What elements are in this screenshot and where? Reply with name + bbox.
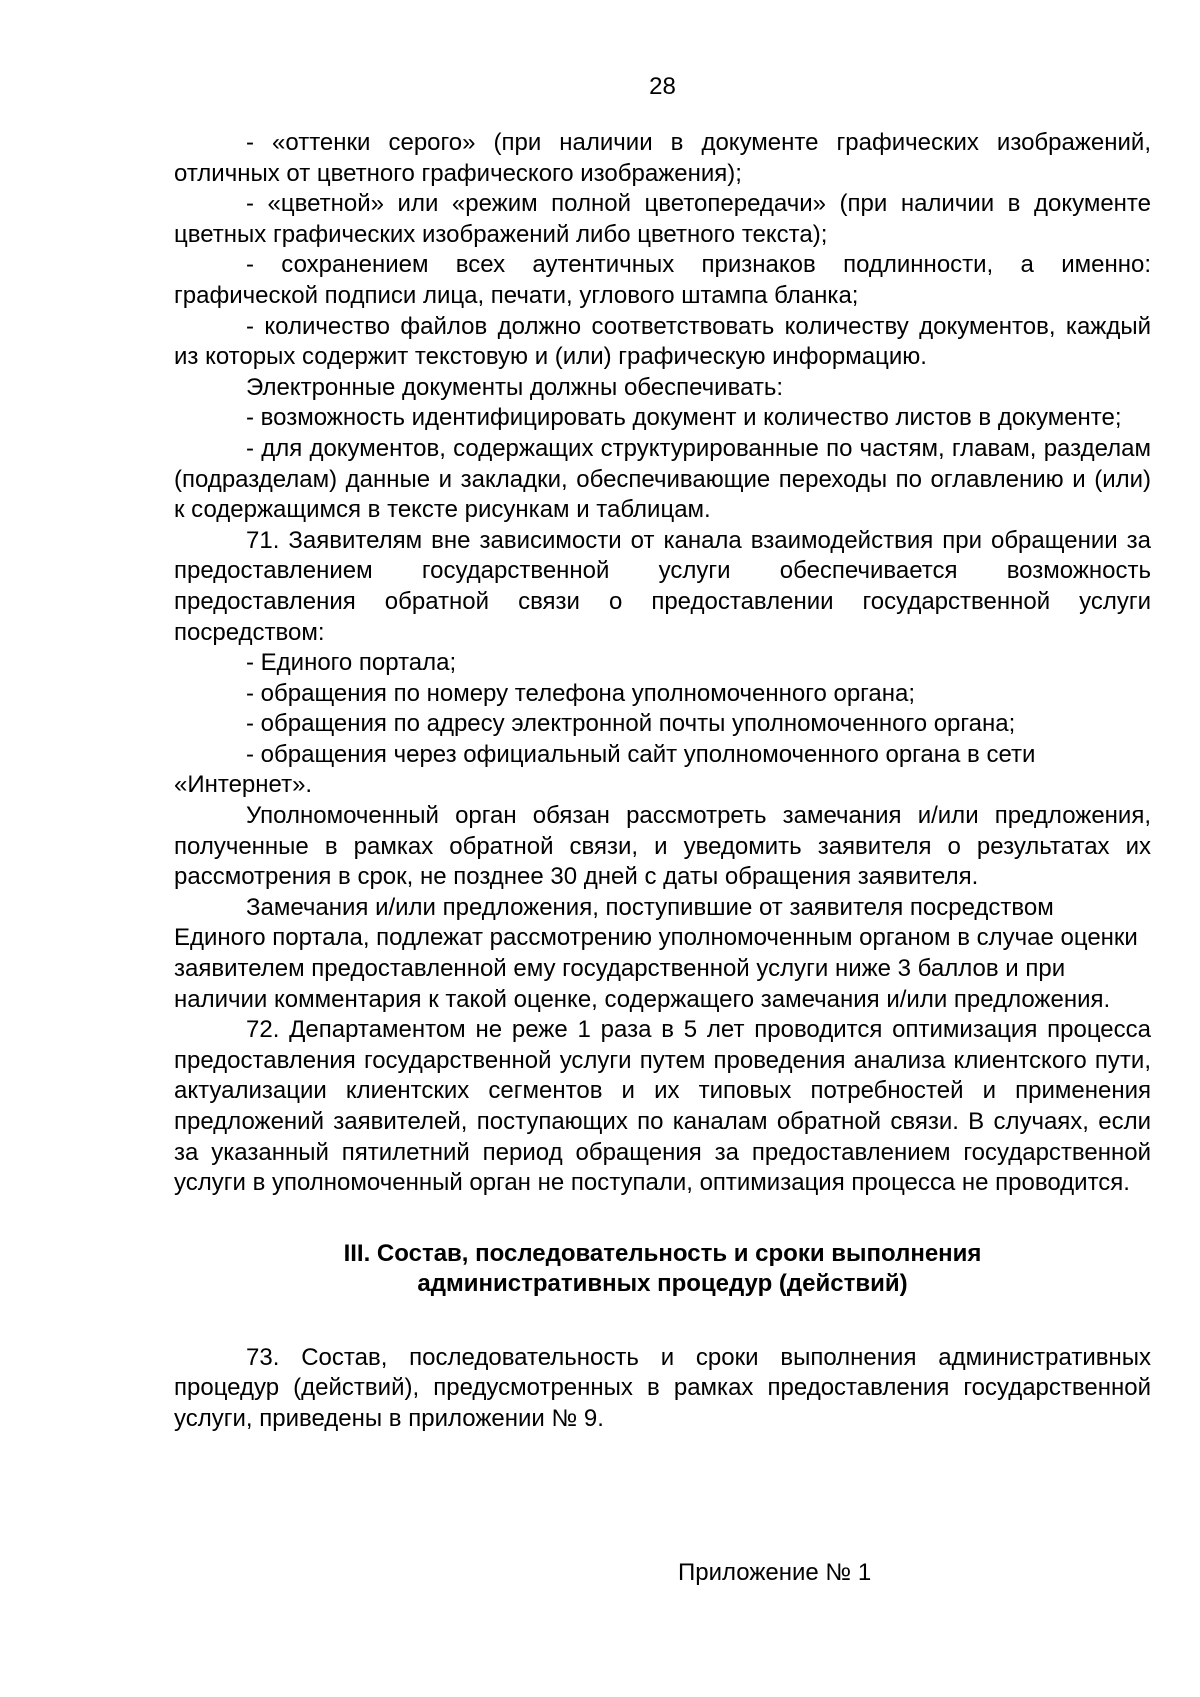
paragraph-unified-portal: - Единого портала; [246, 649, 457, 677]
paragraph-file-count: - количество файлов должно соответствовать количеству документов, каждый из которых содержит текстовую и (или) графическую информацию. [174, 312, 1151, 371]
paragraph-website-request: - обращения через официальный сайт уполномоченного органа в сети «Интернет». [174, 740, 1036, 799]
page-number: 28 [649, 73, 676, 100]
paragraph-email-request: - обращения по адресу электронной почты уполномоченного органа; [246, 710, 1016, 738]
paragraph-electronic-docs-intro: Электронные документы должны обеспечивать: [246, 373, 784, 401]
paragraph-portal-remarks: Замечания и/или предложения, поступившие от заявителя посредством Единого портала, подлежат рассмотрению уполномоченным органом в случае оценки заявителем предоставленной ему государственной услуги ниже 3 баллов и при наличии комментария к такой оценке, содержащего замечания и/или предложения. [174, 893, 1138, 1013]
section-heading-line-2: административных процедур (действий) [417, 1269, 908, 1297]
paragraph-72-optimization: 72. Департаментом не реже 1 раза в 5 лет проводится оптимизация процесса предоставления государственной услуги путем проведения анализа клиентского пути, актуализации клиентских сегментов и их типовых потребностей и применения предложений заявителей, поступающих по каналам обратной связи. В случаях, если за указанный пятилетний период обращения за предоставлением государственной услуги в уполномоченный орган не поступали, оптимизация процесса не проводится. [174, 1016, 1151, 1197]
paragraph-identify-document: - возможность идентифицировать документ и количество листов в документе; [246, 404, 1122, 432]
paragraph-grayscale-mode: - «оттенки серого» (при наличии в документе графических изображений, отличных от цветного графического изображения); [174, 129, 1151, 187]
paragraph-phone-request: - обращения по номеру телефона уполномоченного органа; [246, 679, 916, 707]
document-body [174, 128, 1151, 1435]
paragraph-authenticity: - сохранением всех аутентичных признаков подлинности, а именно: графической подписи лица, печати, углового штампа бланка; [174, 251, 1151, 309]
paragraph-71-feedback: 71. Заявителям вне зависимости от канала взаимодействия при обращении за предоставлением государственной услуги обеспечивается возможность предоставления обратной связи о предоставлении государственной услуги посредством: [174, 526, 1151, 646]
section-heading-iii [174, 1239, 1151, 1299]
appendix-label: Приложение № 1 [678, 1559, 872, 1586]
paragraph-structured-documents: - для документов, содержащих структурированные по частям, главам, разделам (подразделам) данные и закладки, обеспечивающие переходы по оглавлению и (или) к содержащимся в тексте рисункам и таблицам. [174, 434, 1151, 524]
paragraph-color-mode: - «цветной» или «режим полной цветопередачи» (при наличии в документе цветных графических изображений либо цветного текста); [174, 190, 1151, 248]
paragraph-authority-obligation: Уполномоченный орган обязан рассмотреть замечания и/или предложения, полученные в рамках обратной связи, и уведомить заявителя о результатах их рассмотрения в срок, не позднее 30 дней с даты обращения заявителя. [174, 802, 1151, 891]
paragraph-73-procedures: 73. Состав, последовательность и сроки выполнения административных процедур (действий), предусмотренных в рамках предоставления государственной услуги, приведены в приложении № 9. [174, 1343, 1151, 1432]
section-heading-line-1: III. Состав, последовательность и сроки выполнения [343, 1239, 982, 1267]
